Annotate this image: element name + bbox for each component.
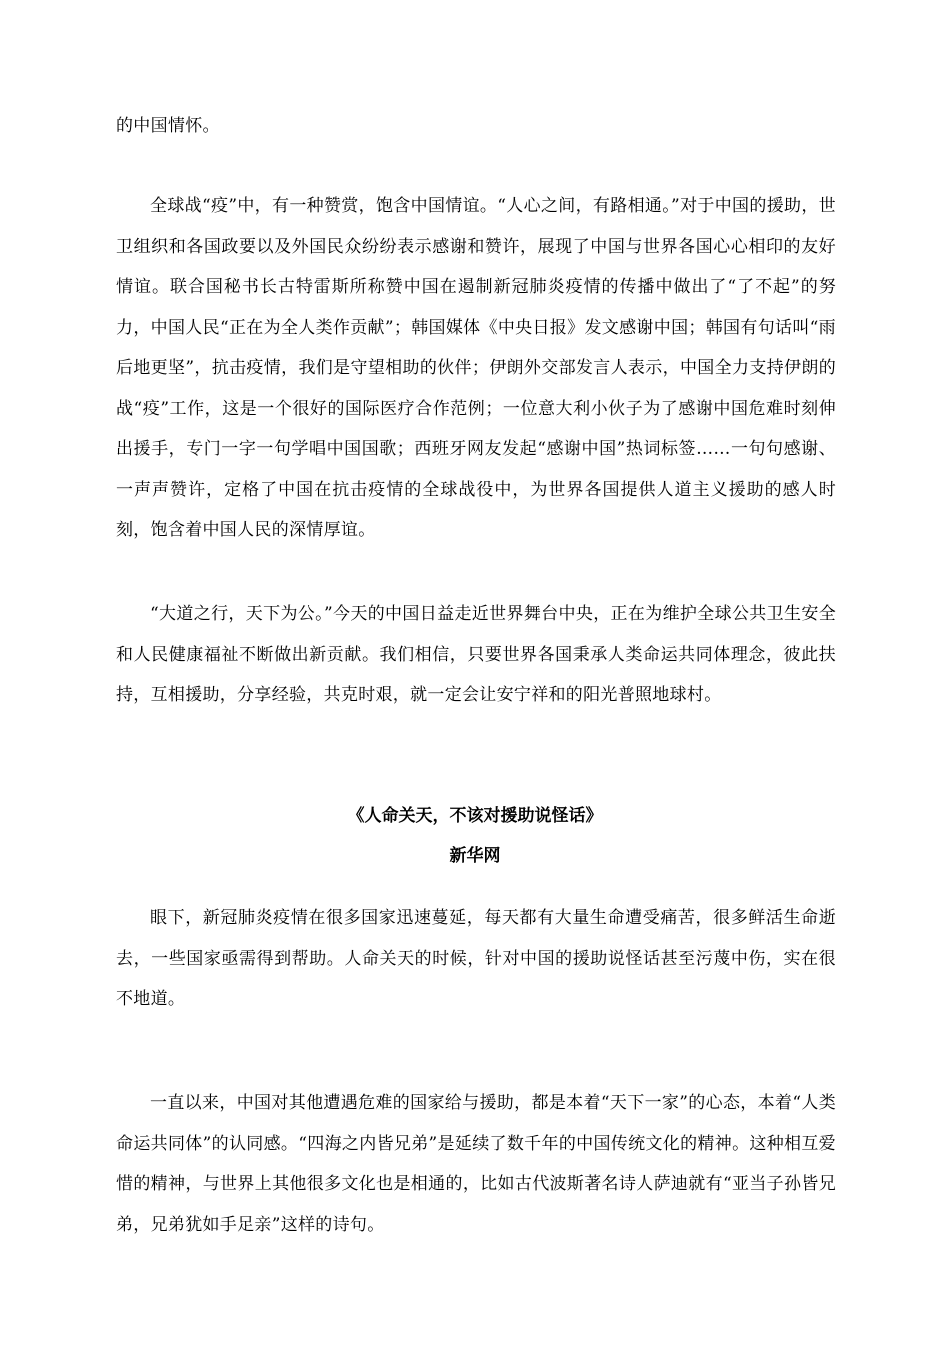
paragraph-great-way: “大道之行，天下为公。”今天的中国日益走近世界舞台中央，正在为维护全球公共卫生安全和人民健康福祉不断做出新贡献。我们相信，只要世界各国秉承人类命运共同体理念，彼此扶持，互相援助，分享经验，共克时艰，就一定会让安宁祥和的阳光普照地球村。: [116, 604, 836, 705]
article-paragraph-2: 一直以来，中国对其他遭遇危难的国家给与援助，都是本着“天下一家”的心态，本着“人类命运共同体”的认同感。“四海之内皆兄弟”是延续了数千年的中国传统文化的精神。这种相互爱惜的精神，与世界上其他很多文化也是相通的，比如古代波斯著名诗人萨迪就有“亚当子孙皆兄弟，兄弟犹如手足亲”这样的诗句。: [116, 1093, 836, 1235]
paragraph-continuation: 的中国情怀。: [116, 116, 220, 136]
article-paragraph-1: 眼下，新冠肺炎疫情在很多国家迅速蔓延，每天都有大量生命遭受痛苦，很多鲜活生命逝去，一些国家亟需得到帮助。人命关天的时候，针对中国的援助说怪话甚至污蔑中伤，实在很不地道。: [116, 908, 836, 1009]
paragraph-global-appreciation: 全球战“疫”中，有一种赞赏，饱含中国情谊。“人心之间，有路相通。”对于中国的援助，世卫组织和各国政要以及外国民众纷纷表示感谢和赞许，展现了中国与世界各国心心相印的友好情谊。联合国秘书长古特雷斯所称赞中国在遏制新冠肺炎疫情的传播中做出了“了不起”的努力，中国人民“正在为全人类作贡献”；韩国媒体《中央日报》发文感谢中国；韩国有句话叫“雨后地更坚”，抗击疫情，我们是守望相助的伙伴；伊朗外交部发言人表示，中国全力支持伊朗的战“疫”工作，这是一个很好的国际医疗合作范例；一位意大利小伙子为了感谢中国危难时刻伸出援手，专门一字一句学唱中国国歌；西班牙网友发起“感谢中国”热词标签……一句句感谢、一声声赞许，定格了中国在抗击疫情的全球战役中，为世界各国提供人道主义援助的感人时刻，饱含着中国人民的深情厚谊。: [116, 196, 836, 540]
article-source: 新华网: [449, 846, 501, 866]
article-title: 《人命关天，不该对援助说怪话》: [347, 806, 603, 826]
